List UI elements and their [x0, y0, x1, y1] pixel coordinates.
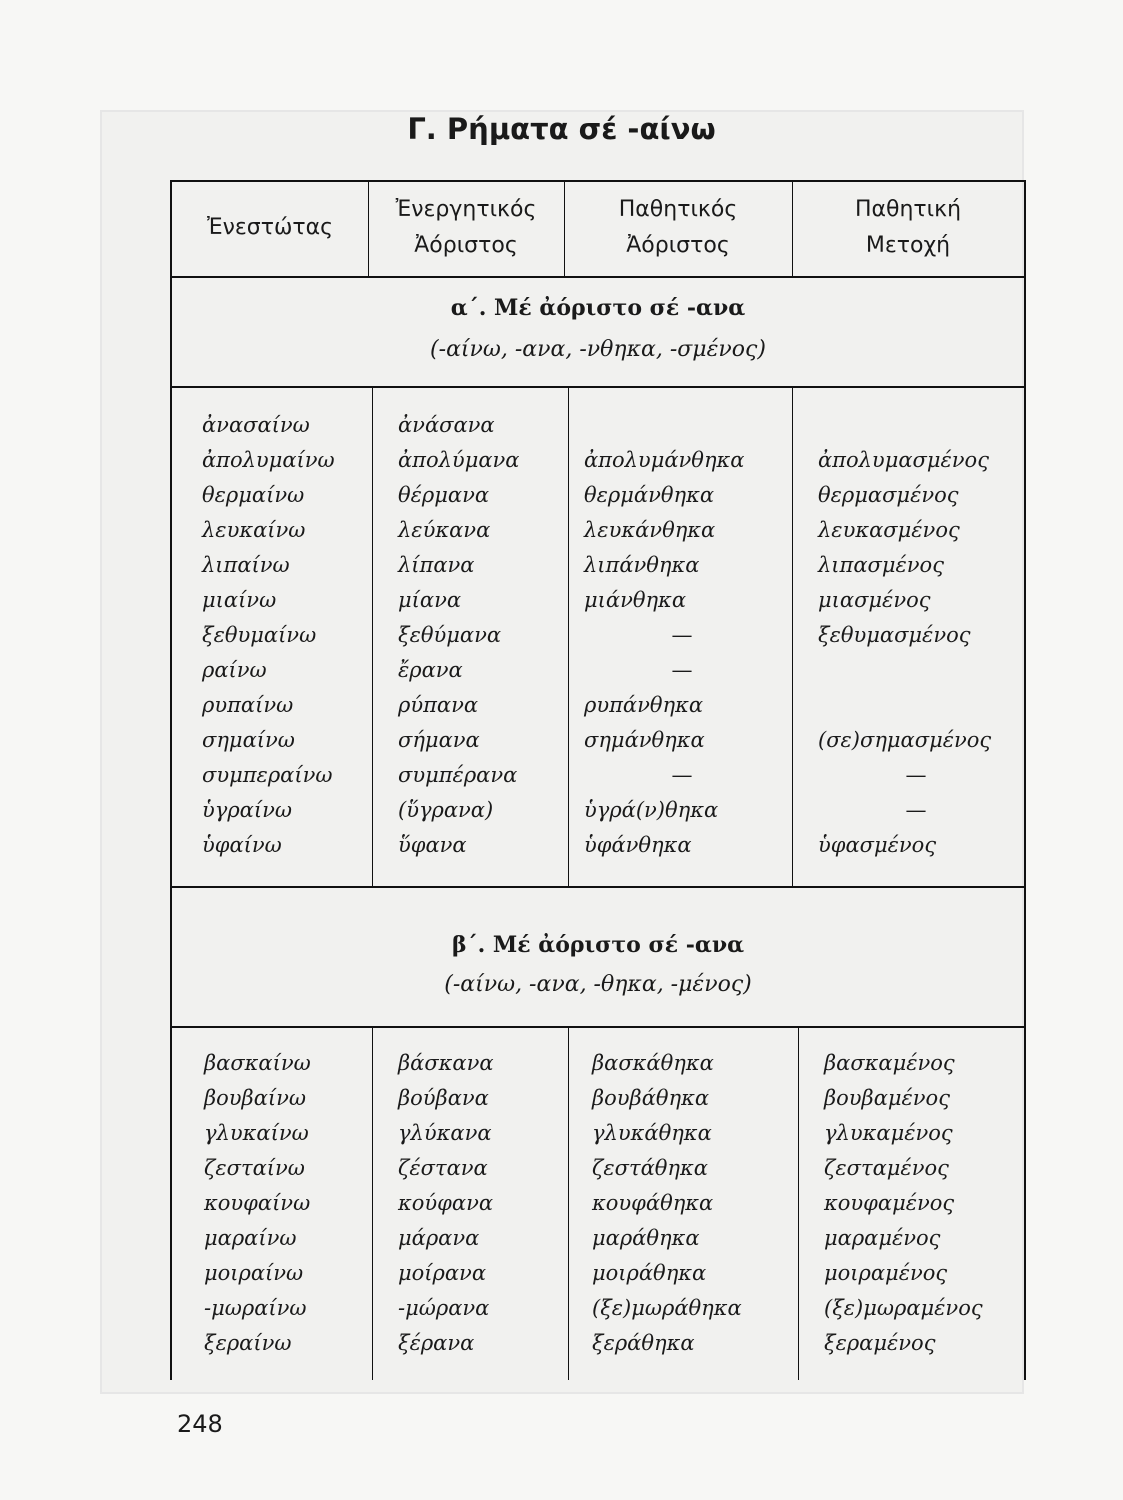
word-form: ρυπάνθηκα	[584, 693, 704, 717]
word-form: —	[905, 763, 927, 787]
word-form: βασκαίνω	[204, 1051, 311, 1075]
word-form	[818, 653, 1014, 688]
word-form: ραίνω	[202, 658, 267, 682]
word-form: μιάνθηκα	[584, 588, 687, 612]
word-form: ρυπαίνω	[202, 693, 294, 717]
section-b-heading-rule	[172, 1026, 1024, 1028]
word-form: σημάνθηκα	[584, 728, 705, 752]
page-number: 248	[177, 1410, 223, 1438]
word-form: ἀπολυμαίνω	[202, 448, 335, 472]
word-form: κούφανα	[398, 1191, 494, 1215]
word-form: ρύπανα	[398, 693, 479, 717]
header-passive-participle: Παθητική Μετοχή	[854, 197, 962, 258]
word-form: ἀνασαίνω	[202, 413, 310, 437]
word-form: ξεθύμανα	[398, 623, 502, 647]
word-form: σημαίνω	[202, 728, 295, 752]
conjugation-table	[170, 180, 1026, 1380]
section-a-passive-aorist-column	[584, 443, 780, 863]
section-b-passive-aorist-column	[592, 1046, 742, 1361]
word-form: συμπέρανα	[398, 763, 518, 787]
col-divider	[372, 386, 373, 886]
word-form: ξεράθηκα	[592, 1331, 695, 1355]
word-form: λιπάνθηκα	[584, 553, 700, 577]
word-form: —	[905, 798, 927, 822]
word-form: λευκαίνω	[202, 518, 306, 542]
word-form: μοιραμένος	[824, 1261, 948, 1285]
word-form: λίπανα	[398, 553, 475, 577]
col-divider	[568, 1026, 569, 1380]
word-form: ὑφασμένος	[818, 833, 937, 857]
word-form: γλυκαμένος	[824, 1121, 953, 1145]
word-form: μάρανα	[398, 1226, 480, 1250]
word-form: ὑφάνθηκα	[584, 833, 692, 857]
word-form: μιαίνω	[202, 588, 277, 612]
word-form: κουφαίνω	[204, 1191, 311, 1215]
page-title: Γ. Ρήματα σέ -αίνω	[407, 112, 716, 146]
word-form: θερμάνθηκα	[584, 483, 715, 507]
word-form	[818, 688, 1014, 723]
word-form: μαραμένος	[824, 1226, 941, 1250]
header-bottom-rule	[172, 276, 1024, 278]
word-form: ζεστάθηκα	[592, 1156, 708, 1180]
word-form: θερμαίνω	[202, 483, 305, 507]
word-form: θέρμανα	[398, 483, 490, 507]
col-divider	[792, 386, 793, 886]
word-form: βούβανα	[398, 1086, 489, 1110]
header-passive-aorist: Παθητικός Ἀόριστος	[618, 197, 738, 258]
section-a-heading-rule	[172, 386, 1024, 388]
col-divider	[568, 386, 569, 886]
word-form: λιπασμένος	[818, 553, 944, 577]
word-form: μίανα	[398, 588, 462, 612]
word-form: ξέρανα	[398, 1331, 475, 1355]
word-form: λεύκανα	[398, 518, 491, 542]
word-form: μιασμένος	[818, 588, 931, 612]
word-form: ξεραμένος	[824, 1331, 936, 1355]
word-form: ὑφαίνω	[202, 833, 282, 857]
word-form: βασκάθηκα	[592, 1051, 714, 1075]
word-form: ἀπολυμάνθηκα	[584, 448, 745, 472]
word-form: ἔρανα	[398, 658, 463, 682]
word-form: (σε)σημασμένος	[818, 728, 992, 752]
word-form: ὑγρά(ν)θηκα	[584, 798, 719, 822]
word-form: —	[671, 658, 693, 682]
word-form: γλυκάθηκα	[592, 1121, 712, 1145]
word-form: μοιράθηκα	[592, 1261, 707, 1285]
section-a-participle-column	[818, 443, 1014, 863]
word-form: λιπαίνω	[202, 553, 290, 577]
word-form: —	[671, 623, 693, 647]
section-a-active-aorist-column	[398, 408, 519, 863]
word-form: ἀπολυμασμένος	[818, 448, 989, 472]
section-a-heading: α΄. Μέ ἀόριστο σέ -ανα	[450, 295, 746, 321]
header-present: Ἐνεστώτας	[206, 215, 334, 240]
word-form: ὑγραίνω	[202, 798, 292, 822]
col-divider	[798, 1026, 799, 1380]
section-b-active-aorist-column	[398, 1046, 494, 1361]
word-form: ξεθυμαίνω	[202, 623, 317, 647]
word-form: -μώρανα	[398, 1296, 490, 1320]
word-form: ζεσταίνω	[204, 1156, 305, 1180]
word-form: ξεραίνω	[204, 1331, 292, 1355]
col-divider	[372, 1026, 373, 1380]
word-form: -μωραίνω	[204, 1296, 307, 1320]
word-form: βουβάθηκα	[592, 1086, 710, 1110]
word-form: βασκαμένος	[824, 1051, 955, 1075]
word-form: (ὕγρανα)	[398, 798, 494, 822]
word-form: λευκασμένος	[818, 518, 960, 542]
section-a-pattern: (-αίνω, -ανα, -νθηκα, -σμένος)	[430, 337, 766, 362]
word-form: ἀνάσανα	[398, 413, 495, 437]
word-form: κουφάθηκα	[592, 1191, 714, 1215]
word-form: ζεσταμένος	[824, 1156, 949, 1180]
word-form: μοιραίνω	[204, 1261, 304, 1285]
word-form: ζέστανα	[398, 1156, 488, 1180]
section-a-bottom-rule	[172, 886, 1024, 888]
section-b-heading: β΄. Μέ ἀόριστο σέ -ανα	[451, 932, 745, 958]
word-form: μοίρανα	[398, 1261, 486, 1285]
word-form: (ξε)μωραμένος	[824, 1296, 983, 1320]
section-b-present-column	[204, 1046, 311, 1361]
word-form: γλυκαίνω	[204, 1121, 309, 1145]
word-form: συμπεραίνω	[202, 763, 333, 787]
word-form: κουφαμένος	[824, 1191, 955, 1215]
word-form: σήμανα	[398, 728, 480, 752]
word-form: λευκάνθηκα	[584, 518, 716, 542]
section-b-pattern: (-αίνω, -ανα, -θηκα, -μένος)	[444, 972, 752, 997]
word-form: γλύκανα	[398, 1121, 492, 1145]
word-form: μαράθηκα	[592, 1226, 700, 1250]
word-form: ἀπολύμανα	[398, 448, 520, 472]
word-form: —	[671, 763, 693, 787]
header-active-aorist: Ἐνεργητικός Ἀόριστος	[395, 197, 537, 258]
word-form: θερμασμένος	[818, 483, 959, 507]
word-form: βάσκανα	[398, 1051, 494, 1075]
section-a-present-column	[202, 408, 335, 863]
word-form: βουβαμένος	[824, 1086, 950, 1110]
word-form: ξεθυμασμένος	[818, 623, 971, 647]
section-b-participle-column	[824, 1046, 983, 1361]
word-form: ὕφανα	[398, 833, 467, 857]
word-form: (ξε)μωράθηκα	[592, 1296, 742, 1320]
word-form: μαραίνω	[204, 1226, 297, 1250]
word-form: βουβαίνω	[204, 1086, 306, 1110]
